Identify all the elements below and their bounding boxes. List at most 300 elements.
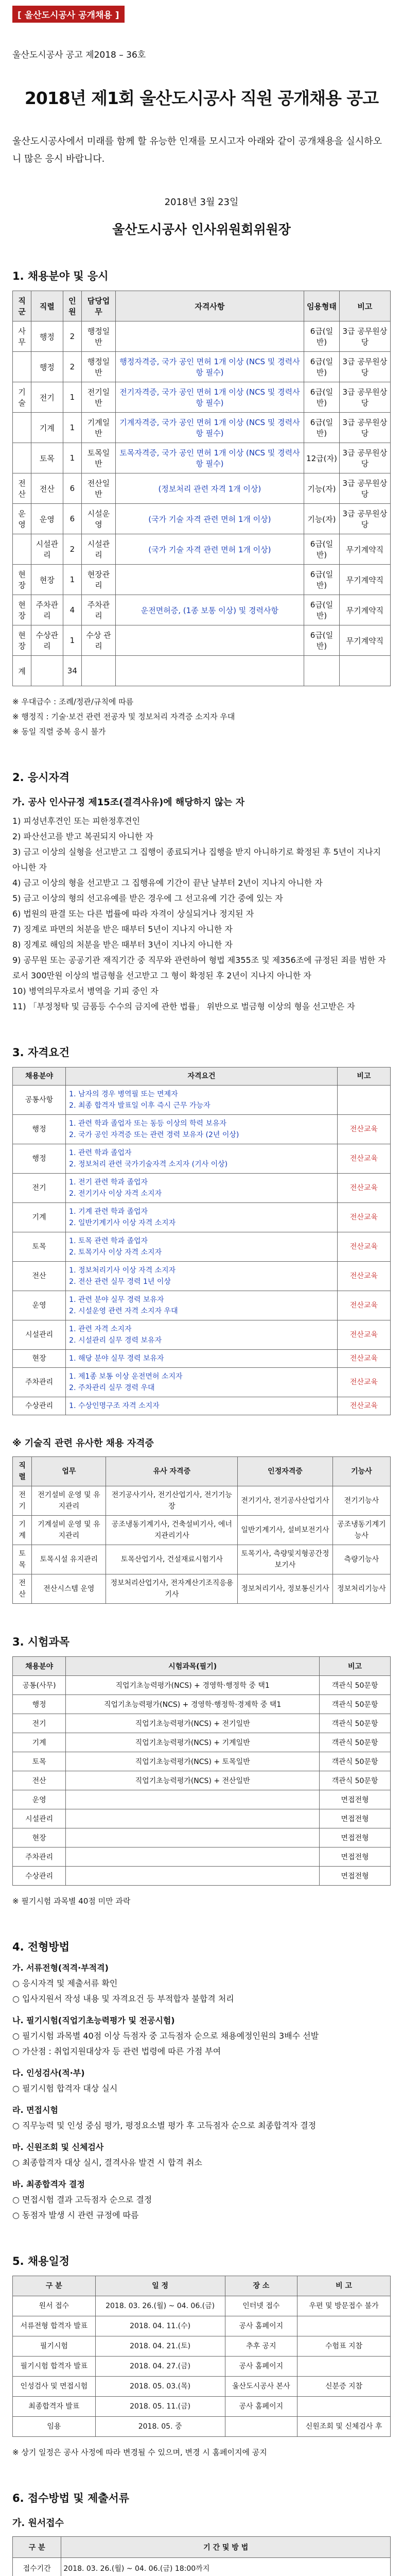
column-header: 기능사 <box>332 1457 390 1486</box>
table-cell: 기계 <box>31 413 63 443</box>
table-cell: 면접전형 <box>320 1867 391 1886</box>
table-cell: 직업기초능력평가(NCS) + 토목일반 <box>66 1752 320 1771</box>
table-cell: 무기계약직 <box>339 565 390 595</box>
table-row <box>13 1486 391 1516</box>
table-row <box>13 625 391 656</box>
table-cell: 전기기사, 전기공사산업기사 <box>238 1486 332 1516</box>
table-cell: 시설운영 <box>82 504 116 534</box>
table-cell <box>115 656 304 686</box>
column-header: 장 소 <box>225 2276 297 2296</box>
table-cell: 1. 관련 분야 실무 경력 보유자 2. 시설운영 관련 자격 소지자 우대 <box>66 1291 338 1320</box>
table-cell: 수상관리 <box>31 625 63 656</box>
table-cell: 전기 <box>31 382 63 413</box>
table-cell: 2 <box>63 352 82 382</box>
eligibility-item: 4) 금고 이상의 형을 선고받고 그 집행유예 기간이 끝난 날부터 2년이 지나지 아니한 자 <box>12 878 323 888</box>
header-bar <box>12 5 391 23</box>
table-cell: 전산 <box>31 473 63 504</box>
table-cell <box>297 2357 391 2377</box>
recruitment-notes <box>12 694 391 739</box>
selection-method-list <box>12 1960 391 2223</box>
notice-page <box>0 5 403 2576</box>
table-row <box>13 1714 391 1733</box>
table-cell <box>339 656 390 686</box>
table-cell: 직업기초능력평가(NCS) + 기계일반 <box>66 1733 320 1752</box>
table-cell: 전기설비 운영 및 유지관리 <box>32 1486 106 1516</box>
table-cell: 1. 관련 자격 소지자 2. 시설관리 실무 경력 보유자 <box>66 1320 338 1350</box>
table-cell: 직업기초능력평가(NCS) + 전산일반 <box>66 1771 320 1790</box>
table-cell <box>66 1867 320 1886</box>
table-cell: (정보처리 관련 자격 1개 이상) <box>115 473 304 504</box>
table-cell: 토목 <box>13 1752 66 1771</box>
table-row <box>13 473 391 504</box>
table-cell: 무기계약직 <box>339 595 390 625</box>
column-header: 자격요건 <box>66 1067 338 1086</box>
table-row <box>13 1771 391 1790</box>
table-cell: 우편 및 방문접수 불가 <box>297 2296 391 2316</box>
eligibility-item: 11) 「부정청탁 및 금품등 수수의 금지에 관한 법률」 위반으로 벌금형 이상의 형을 선고받은 자 <box>12 1002 355 1011</box>
table-cell: 1. 관련 학과 졸업자 또는 동등 이상의 학력 보유자 2. 국가 공인 자격증 또는 관련 경력 보유자 (2년 이상) <box>66 1115 338 1144</box>
table-cell <box>13 443 31 473</box>
table-row <box>13 1676 391 1695</box>
table-cell: 토목일반 <box>82 443 116 473</box>
lead-paragraph: 울산도시공사에서 미래를 함께 할 유능한 인재를 모시고자 아래와 같이 공개채용을 실시하오니 많은 응시 바랍니다. <box>12 136 382 164</box>
table-cell: 무기계약직 <box>339 625 390 656</box>
table-cell: 필기시험 합격자 발표 <box>13 2357 96 2377</box>
section-selection-method: 4. 전형방법 <box>12 1941 70 1953</box>
table-cell: 면접전형 <box>320 1848 391 1867</box>
table-cell: 임용 <box>13 2417 96 2437</box>
table-row <box>13 2558 391 2576</box>
table-cell: 전산교육 <box>337 1350 390 1368</box>
selection-step-item: ○ 직무능력 및 인성 중심 평가, 평정요소별 평가 후 고득점자 순으로 최종합격자 결정 <box>12 2121 317 2130</box>
column-header: 담당업무 <box>82 291 116 321</box>
eligibility-item: 9) 공무원 또는 공공기관 재직기간 중 직무와 관련하여 형법 제355조 및 제356조에 규정된 죄를 범한 자로서 300만원 이상의 벌금형을 선고받고 그 형이 확정된 후 2년이 지나지 아니한 자 <box>12 955 386 980</box>
table-cell: 1 <box>63 565 82 595</box>
table-cell: 전산 <box>13 1771 66 1790</box>
eligibility-item: 8) 징계로 해임의 처분을 받은 때부터 3년이 지나지 아니한 자 <box>12 940 233 950</box>
column-header: 직렬 <box>31 291 63 321</box>
column-header: 업무 <box>32 1457 106 1486</box>
selection-step-title: 나. 필기시험(직업기초능력평가 및 전공시험) <box>12 2015 175 2025</box>
section-exam-subjects: 3. 시험과목 <box>12 1636 70 1648</box>
table-cell <box>66 1828 320 1848</box>
table-row <box>13 1574 391 1604</box>
total-value: 34 <box>63 656 82 686</box>
table-cell: 시설관리 <box>82 534 116 565</box>
column-header: 구 분 <box>13 2276 96 2296</box>
table-cell: 현장관리 <box>82 565 116 595</box>
table-cell: 토목산업기사, 건설재료시험기사 <box>106 1545 238 1574</box>
selection-step-item: ○ 필기시험 과목별 40점 이상 득점자 중 고득점자 순으로 채용예정인원의 3배수 선발 <box>12 2031 319 2041</box>
table-cell: 1. 남자의 경우 병역필 또는 면제자 2. 최종 합격자 발표일 이후 즉시 근무 가능자 <box>66 1086 338 1115</box>
table-cell: 기계 <box>13 1733 66 1752</box>
table-cell: 2018. 05. 03.(목) <box>95 2377 225 2397</box>
table-cell <box>225 2417 297 2437</box>
table-row <box>13 2397 391 2417</box>
table-row <box>13 2316 391 2336</box>
table-cell: 3급 공무원상당 <box>339 473 390 504</box>
table-cell: 측량기능사 <box>332 1545 390 1574</box>
table-row <box>13 504 391 534</box>
table-row <box>13 1397 391 1415</box>
table-cell: 접수기간 <box>13 2558 61 2576</box>
table-cell: 주차관리 <box>31 595 63 625</box>
table-cell: 현장 <box>13 1350 66 1368</box>
table-cell: 전산교육 <box>337 1144 390 1174</box>
column-header: 인정자격증 <box>238 1457 332 1486</box>
table-cell <box>297 2316 391 2336</box>
table-cell: 주차관리 <box>13 1368 66 1397</box>
section-schedule: 5. 채용일정 <box>12 2255 70 2267</box>
table-row <box>13 2417 391 2437</box>
table-cell: 일반기계기사, 설비보전기사 <box>238 1516 332 1545</box>
table-cell: 현장 <box>13 565 31 595</box>
selection-step-item: ○ 가산점 : 취업지원대상자 등 관련 법령에 따른 가점 부여 <box>12 2046 221 2056</box>
eligibility-subtitle: 가. 공사 인사규정 제15조(결격사유)에 해당하지 않는 자 <box>12 797 245 808</box>
table-cell: 신원조회 및 신체검사 후 <box>297 2417 391 2437</box>
eligibility-item: 7) 징계로 파면의 처분을 받은 때부터 5년이 지나지 아니한 자 <box>12 924 233 934</box>
table-cell <box>66 1790 320 1809</box>
table-cell: 전산교육 <box>337 1262 390 1291</box>
table-cell: 3급 공무원상당 <box>339 443 390 473</box>
table-cell: 객관식 50문항 <box>320 1752 391 1771</box>
table-cell: 2 <box>63 321 82 352</box>
table-cell: 운영 <box>31 504 63 534</box>
table-cell: 면접전형 <box>320 1790 391 1809</box>
table-row <box>13 1867 391 1886</box>
table-cell: 6급(일반) <box>304 321 340 352</box>
table-cell <box>13 534 31 565</box>
table-cell: 직업기초능력평가(NCS) + 전기일반 <box>66 1714 320 1733</box>
column-header: 직렬 <box>13 1457 32 1486</box>
table-cell: 1. 관련 학과 졸업자 2. 정보처리 관련 국가기술자격 소지자 (기사 이상) <box>66 1144 338 1174</box>
table-cell: 행정 <box>13 1695 66 1714</box>
table-cell: 6급(일반) <box>304 534 340 565</box>
table-cell: 기능(자) <box>304 504 340 534</box>
column-header: 임용형태 <box>304 291 340 321</box>
table-cell: 수상관리 <box>13 1397 66 1415</box>
table-cell: 면접전형 <box>320 1809 391 1828</box>
table-cell: 1. 기계 관련 학과 졸업자 2. 일반기계기사 이상 자격 소지자 <box>66 1203 338 1232</box>
table-cell: 행정일반 <box>82 321 116 352</box>
table-cell: 1 <box>63 382 82 413</box>
table-row <box>13 1115 391 1144</box>
table-cell: 주차관리 <box>13 1848 66 1867</box>
table-cell: 운전면허증, (1종 보통 이상) 및 경력사항 <box>115 595 304 625</box>
table-cell <box>337 1086 390 1115</box>
table-row <box>13 1790 391 1809</box>
table-cell: 12급(자) <box>304 443 340 473</box>
table-cell: 3급 공무원상당 <box>339 504 390 534</box>
table-cell: 6급(일반) <box>304 565 340 595</box>
table-row <box>13 2296 391 2316</box>
table-cell: 1. 제1종 보통 이상 운전면허 소지자 2. 주차관리 실무 경력 우대 <box>66 1368 338 1397</box>
table-cell: 6급(일반) <box>304 352 340 382</box>
table-cell: 기계자격증, 국가 공인 면허 1개 이상 (NCS 및 경력사항 필수) <box>115 413 304 443</box>
table-cell: 신분증 지참 <box>297 2377 391 2397</box>
table-cell: (국가 기술 자격 관련 면허 1개 이상) <box>115 504 304 534</box>
table-cell: 2018. 03. 26.(월) ~ 04. 06.(금) <box>95 2296 225 2316</box>
table-row <box>13 565 391 595</box>
table-row <box>13 1848 391 1867</box>
table-cell <box>66 1809 320 1828</box>
table-cell: 토목시설 유지관리 <box>32 1545 106 1574</box>
table-cell: 기계 <box>13 1203 66 1232</box>
column-header: 채용분야 <box>13 1657 66 1676</box>
table-cell: 원서 접수 <box>13 2296 96 2316</box>
table-cell <box>82 656 116 686</box>
table-cell: 전산교육 <box>337 1115 390 1144</box>
table-cell: 3급 공무원상당 <box>339 413 390 443</box>
note-line: ※ 우대급수 : 조례/정관/규칙에 따름 <box>12 697 134 706</box>
note-line: ※ 행정직 : 기술·보건 관련 전공자 및 정보처리 자격증 소지자 우대 <box>12 712 235 721</box>
table-row <box>13 1232 391 1262</box>
table-cell: 기술 <box>13 382 31 413</box>
table-cell: 행정 <box>13 1144 66 1174</box>
table-cell: 전산 <box>13 473 31 504</box>
table-cell <box>304 656 340 686</box>
table-cell: 공통사항 <box>13 1086 66 1115</box>
qualification-table <box>12 1067 391 1415</box>
table-row <box>13 2377 391 2397</box>
table-row <box>13 1350 391 1368</box>
table-cell: 공사 홈페이지 <box>225 2316 297 2336</box>
column-header: 직군 <box>13 291 31 321</box>
table-cell: 기계일반 <box>82 413 116 443</box>
table-cell: 최종합격자 발표 <box>13 2397 96 2417</box>
table-cell: 직업기초능력평가(NCS) + 경영학·행정학·경제학 중 택1 <box>66 1695 320 1714</box>
selection-step-item: ○ 입사지원서 작성 내용 및 자격요건 등 부적합자 불합격 처리 <box>12 1994 234 2004</box>
table-cell: 객관식 50문항 <box>320 1695 391 1714</box>
issuing-organization: 울산도시공사 인사위원회위원장 <box>112 222 291 237</box>
table-cell: (국가 기술 자격 관련 면허 1개 이상) <box>115 534 304 565</box>
selection-step-item: ○ 동점자 발생 시 관련 규정에 따름 <box>12 2210 139 2220</box>
table-cell: 1. 해당 분야 실무 경력 보유자 <box>66 1350 338 1368</box>
table-cell: 2018. 05. 중 <box>95 2417 225 2437</box>
table-cell <box>31 656 63 686</box>
table-cell: 전기 <box>13 1174 66 1203</box>
table-row <box>13 1545 391 1574</box>
table-row <box>13 1516 391 1545</box>
selection-step-title: 바. 최종합격자 결정 <box>12 2179 85 2189</box>
column-header: 채용분야 <box>13 1067 66 1086</box>
eligibility-item: 3) 금고 이상의 실형을 선고받고 그 집행이 종료되거나 집행을 받지 아니하기로 확정된 후 5년이 지나지 아니한 자 <box>12 847 381 872</box>
notice-tag: [ 울산도시공사 공개채용 ] <box>12 6 125 23</box>
table-cell: 무기계약직 <box>339 534 390 565</box>
table-row <box>13 534 391 565</box>
table-cell: 현장 <box>13 1828 66 1848</box>
eligibility-list <box>12 814 391 1014</box>
table-cell: 운영 <box>13 1790 66 1809</box>
table-row <box>13 1752 391 1771</box>
table-cell: 토목기사, 측량및지형공간정보기사 <box>238 1545 332 1574</box>
table-cell: 객관식 50문항 <box>320 1714 391 1733</box>
table-cell: 6 <box>63 504 82 534</box>
table-cell: 전산교육 <box>337 1368 390 1397</box>
table-cell: 전산교육 <box>337 1397 390 1415</box>
table-cell: 전산교육 <box>337 1174 390 1203</box>
eligibility-item: 1) 피성년후견인 또는 피한정후견인 <box>12 816 141 826</box>
notice-date: 2018년 3월 23일 <box>164 197 239 208</box>
table-cell <box>297 2397 391 2417</box>
similar-certs-table <box>12 1456 391 1604</box>
eligibility-item: 6) 법원의 판결 또는 다른 법률에 따라 자격이 상실되거나 정지된 자 <box>12 909 254 919</box>
table-cell: 행정 <box>31 352 63 382</box>
column-header: 일 정 <box>95 2276 225 2296</box>
table-cell: 2 <box>63 534 82 565</box>
notice-title: 2018년 제1회 울산도시공사 직원 공개채용 공고 <box>24 88 379 108</box>
eligibility-item: 5) 금고 이상의 형의 선고유예를 받은 경우에 그 선고유예 기간 중에 있는 자 <box>12 893 283 903</box>
table-cell: 공사 홈페이지 <box>225 2397 297 2417</box>
table-cell: 객관식 50문항 <box>320 1676 391 1695</box>
table-cell: 6급(일반) <box>304 625 340 656</box>
table-row <box>13 1320 391 1350</box>
table-cell: 전산 <box>13 1262 66 1291</box>
table-cell: 6급(일반) <box>304 413 340 443</box>
table-cell: 4 <box>63 595 82 625</box>
table-cell: 수상 관리 <box>82 625 116 656</box>
table-row <box>13 1262 391 1291</box>
table-cell: 공통(사무) <box>13 1676 66 1695</box>
table-cell: 1 <box>63 413 82 443</box>
table-row <box>13 321 391 352</box>
table-row <box>13 443 391 473</box>
table-cell: 6급(일반) <box>304 595 340 625</box>
table-cell: 운영 <box>13 1291 66 1320</box>
table-cell: 기계설비 운영 및 유지관리 <box>32 1516 106 1545</box>
table-cell: 기능(자) <box>304 473 340 504</box>
table-cell: 전산교육 <box>337 1291 390 1320</box>
table-cell: 2018. 04. 11.(수) <box>95 2316 225 2336</box>
table-row <box>13 1733 391 1752</box>
table-cell: 1. 토목 관련 학과 졸업자 2. 토목기사 이상 자격 소지자 <box>66 1232 338 1262</box>
table-cell: 전기 <box>13 1486 32 1516</box>
column-header: 기 간 및 방 법 <box>61 2537 391 2558</box>
table-row <box>13 595 391 625</box>
table-row <box>13 1086 391 1115</box>
table-cell: 인성검사 및 면접시험 <box>13 2377 96 2397</box>
table-cell: 행정일반 <box>82 352 116 382</box>
table-row <box>13 1368 391 1397</box>
table-cell: 수상관리 <box>13 1867 66 1886</box>
exam-subjects-table <box>12 1656 391 1886</box>
table-cell: 3급 공무원상당 <box>339 382 390 413</box>
table-cell: 정보처리산업기사, 전자계산기조직응용기사 <box>106 1574 238 1604</box>
table-cell: 현장 <box>13 595 31 625</box>
table-cell: 2018. 04. 27.(금) <box>95 2357 225 2377</box>
application-subtitle: 가. 원서접수 <box>12 2518 64 2529</box>
table-row <box>13 1809 391 1828</box>
total-row <box>13 656 391 686</box>
table-row <box>13 1828 391 1848</box>
table-cell: 전기공사기사, 전기산업기사, 전기기능장 <box>106 1486 238 1516</box>
table-cell: 전산교육 <box>337 1203 390 1232</box>
column-header: 비고 <box>320 1657 391 1676</box>
selection-step-title: 가. 서류전형(적격·부적격) <box>12 1963 109 1973</box>
table-cell: 토목자격증, 국가 공인 면허 1개 이상 (NCS 및 경력사항 필수) <box>115 443 304 473</box>
table-cell: 1 <box>63 625 82 656</box>
table-cell <box>115 321 304 352</box>
table-cell: 전기기능사 <box>332 1486 390 1516</box>
table-cell: 전산일반 <box>82 473 116 504</box>
table-cell: 행정자격증, 국가 공인 면허 1개 이상 (NCS 및 경력사항 필수) <box>115 352 304 382</box>
table-cell <box>13 413 31 443</box>
table-cell: 전기일반 <box>82 382 116 413</box>
table-cell: 행정 <box>31 321 63 352</box>
table-cell: 행정 <box>13 1115 66 1144</box>
section-eligibility: 2. 응시자격 <box>12 771 70 784</box>
table-cell: 전기 <box>13 1714 66 1733</box>
table-cell <box>115 625 304 656</box>
table-cell: 3급 공무원상당 <box>339 352 390 382</box>
table-cell: 토목 <box>31 443 63 473</box>
table-cell: 울산도시공사 본사 <box>225 2377 297 2397</box>
table-cell: 인터넷 접수 <box>225 2296 297 2316</box>
total-label: 계 <box>13 656 31 686</box>
table-cell: 운영 <box>13 504 31 534</box>
document-number: 울산도시공사 공고 제2018 – 36호 <box>12 50 146 60</box>
eligibility-item: 10) 병역의무자로서 병역을 기피 중인 자 <box>12 986 159 996</box>
table-row <box>13 352 391 382</box>
table-cell: 시설관리 <box>13 1320 66 1350</box>
table-cell: 1. 전기 관련 학과 졸업자 2. 전기기사 이상 자격 소지자 <box>66 1174 338 1203</box>
table-cell: 시설관리 <box>13 1809 66 1828</box>
table-cell: 전산교육 <box>337 1232 390 1262</box>
section-application: 6. 접수방법 및 제출서류 <box>12 2492 130 2504</box>
table-cell: 추후 공지 <box>225 2336 297 2357</box>
table-cell <box>115 565 304 595</box>
table-cell: 6급(일반) <box>304 382 340 413</box>
selection-step-item: ○ 필기시험 합격자 대상 실시 <box>12 2083 118 2093</box>
table-cell: 사무 <box>13 321 31 352</box>
exam-note: ※ 필기시험 과목별 40점 미만 과락 <box>12 1896 131 1906</box>
table-cell: 2018. 03. 26.(월) ~ 04. 06.(금) 18:00까지 <box>61 2558 391 2576</box>
table-cell: 공조냉동기계기능사 <box>332 1516 390 1545</box>
table-cell: 서류전형 합격자 발표 <box>13 2316 96 2336</box>
selection-step-title: 마. 신원조회 및 신체검사 <box>12 2142 104 2152</box>
table-cell: 필기시험 <box>13 2336 96 2357</box>
selection-step-item: ○ 응시자격 및 제출서류 확인 <box>12 1978 118 1988</box>
table-cell: 공조냉동기계기사, 건축설비기사, 에너지관리기사 <box>106 1516 238 1545</box>
note-line: ※ 동일 직렬 중복 응시 불가 <box>12 727 106 736</box>
table-cell: 토목 <box>13 1232 66 1262</box>
table-cell: 공사 홈페이지 <box>225 2357 297 2377</box>
table-cell: 2018. 04. 21.(토) <box>95 2336 225 2357</box>
table-row <box>13 1174 391 1203</box>
table-cell <box>13 352 31 382</box>
table-cell: 기계 <box>13 1516 32 1545</box>
table-cell: 주차관리 <box>82 595 116 625</box>
table-cell: 2018. 05. 11.(금) <box>95 2397 225 2417</box>
table-cell: 1. 수상인명구조 자격 소지자 <box>66 1397 338 1415</box>
table-row <box>13 1203 391 1232</box>
column-header: 자격사항 <box>115 291 304 321</box>
table-cell: 현장 <box>31 565 63 595</box>
table-cell: 직업기초능력평가(NCS) + 경영학·행정학 중 택1 <box>66 1676 320 1695</box>
table-cell: 3급 공무원상당 <box>339 321 390 352</box>
column-header: 인원 <box>63 291 82 321</box>
schedule-note: ※ 상기 일정은 공사 사정에 따라 변경될 수 있으며, 변경 시 홈페이지에 공지 <box>12 2448 267 2457</box>
table-cell: 전산교육 <box>337 1320 390 1350</box>
selection-step-item: ○ 최종합격자 대상 실시, 결격사유 발견 시 합격 취소 <box>12 2158 202 2167</box>
selection-step-title: 다. 인성검사(적·부) <box>12 2068 85 2078</box>
table-cell: 전산시스템 운영 <box>32 1574 106 1604</box>
section-qualifications: 3. 자격요건 <box>12 1046 70 1059</box>
table-row <box>13 1695 391 1714</box>
table-cell: 1. 정보처리기사 이상 자격 소지자 2. 전산 관련 실무 경력 1년 이상 <box>66 1262 338 1291</box>
table-cell: 전산 <box>13 1574 32 1604</box>
section-recruitment-fields: 1. 채용분야 및 응시 <box>12 270 109 282</box>
